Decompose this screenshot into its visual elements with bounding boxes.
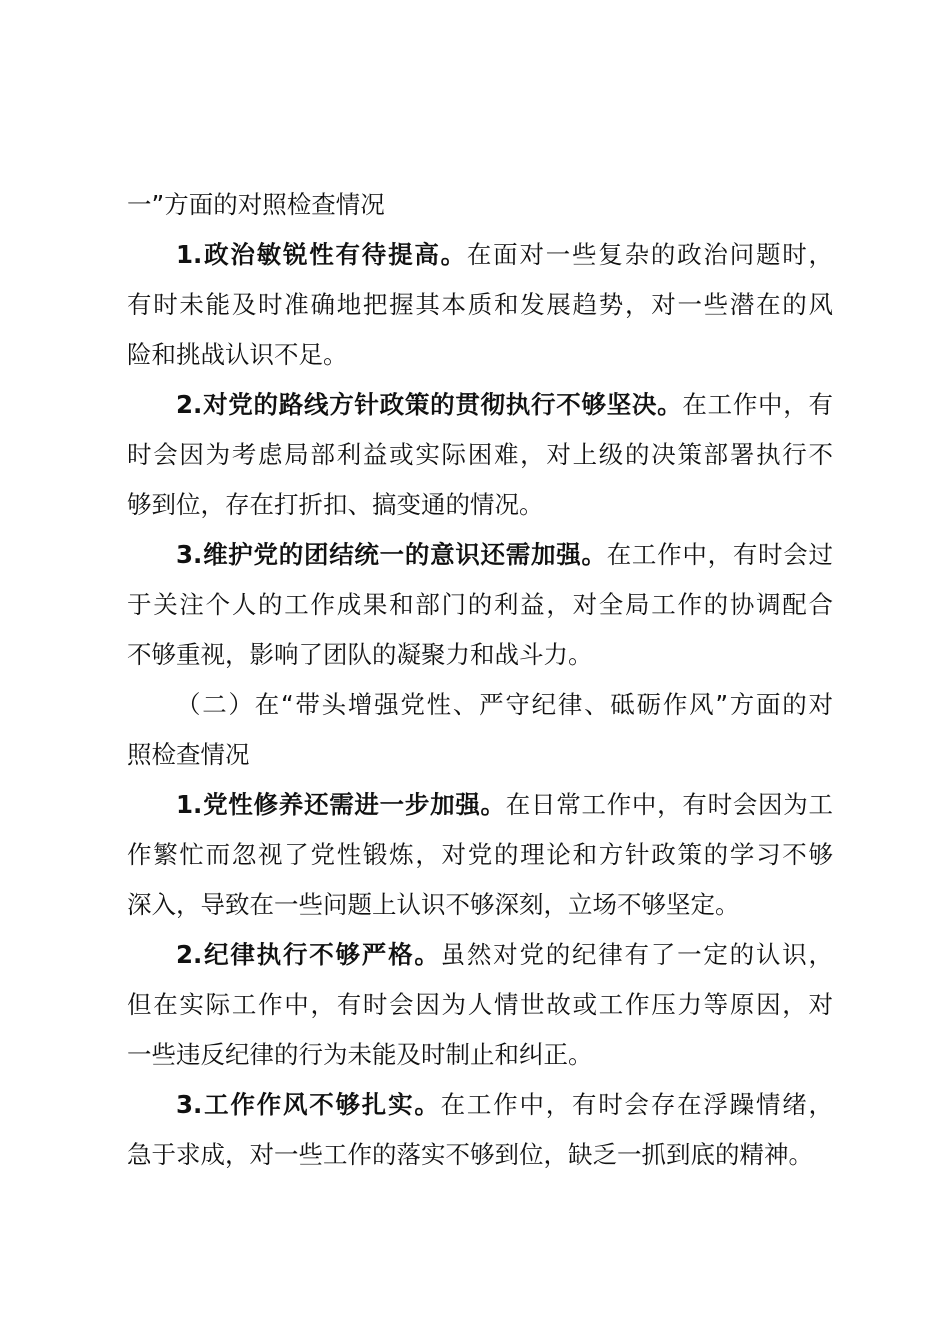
point-heading-line	[127, 380, 833, 430]
section-heading: （二）在“带头增强党性、严守纪律、砥砺作风”方面的对	[176, 690, 833, 719]
text-line	[127, 330, 833, 380]
text-line	[127, 980, 833, 1030]
line-text: 在日常工作中，有时会因为工	[505, 790, 834, 819]
point-heading: 1.党性修养还需进一步加强。	[176, 790, 506, 819]
section-heading-line	[127, 730, 833, 780]
line-text: 险和挑战认识不足。	[127, 340, 348, 369]
line-text: 在工作中，有	[682, 390, 834, 419]
line-text: 有时未能及时准确地把握其本质和发展趋势，对一些潜在的风	[127, 290, 833, 319]
point-heading-line	[127, 780, 833, 830]
text-line	[127, 630, 833, 680]
line-text: 一些违反纪律的行为未能及时制止和纠正。	[127, 1040, 593, 1069]
line-text: 在面对一些复杂的政治问题时，	[466, 240, 834, 269]
text-line	[127, 1130, 833, 1180]
text-line	[127, 480, 833, 530]
line-text: 于关注个人的工作成果和部门的利益，对全局工作的协调配合	[127, 590, 833, 619]
point-heading: 1.政治敏锐性有待提高。	[176, 240, 467, 269]
document-page	[127, 180, 833, 1180]
line-text: 时会因为考虑局部利益或实际困难，对上级的决策部署执行不	[127, 440, 833, 469]
line-text: 在工作中，有时会过	[606, 540, 834, 569]
text-line	[127, 280, 833, 330]
point-heading-line	[127, 530, 833, 580]
line-text: 在工作中，有时会存在浮躁情绪，	[440, 1090, 833, 1119]
line-text: 不够重视，影响了团队的凝聚力和战斗力。	[127, 640, 593, 669]
text-line	[127, 580, 833, 630]
line-text: 够到位，存在打折扣、搞变通的情况。	[127, 490, 544, 519]
line-text: 作繁忙而忽视了党性锻炼，对党的理论和方针政策的学习不够	[127, 840, 833, 869]
line-text: 深入，导致在一些问题上认识不够深刻，立场不够坚定。	[127, 890, 740, 919]
line-text: 一”方面的对照检查情况	[127, 190, 385, 219]
text-line	[127, 430, 833, 480]
point-heading: 3.维护党的团结统一的意识还需加强。	[176, 540, 607, 569]
section-heading: 照检查情况	[127, 740, 250, 769]
point-heading: 3.工作作风不够扎实。	[176, 1090, 441, 1119]
text-line	[127, 830, 833, 880]
point-heading-line	[127, 1080, 833, 1130]
section-heading-line	[127, 680, 833, 730]
point-heading: 2.对党的路线方针政策的贯彻执行不够坚决。	[176, 390, 683, 419]
point-heading: 2.纪律执行不够严格。	[176, 940, 441, 969]
line-text: 急于求成，对一些工作的落实不够到位，缺乏一抓到底的精神。	[127, 1140, 813, 1169]
line-text: 虽然对党的纪律有了一定的认识，	[440, 940, 833, 969]
line-text: 但在实际工作中，有时会因为人情世故或工作压力等原因，对	[127, 990, 833, 1019]
point-heading-line	[127, 230, 833, 280]
text-line	[127, 180, 833, 230]
text-line	[127, 880, 833, 930]
point-heading-line	[127, 930, 833, 980]
text-line	[127, 1030, 833, 1080]
